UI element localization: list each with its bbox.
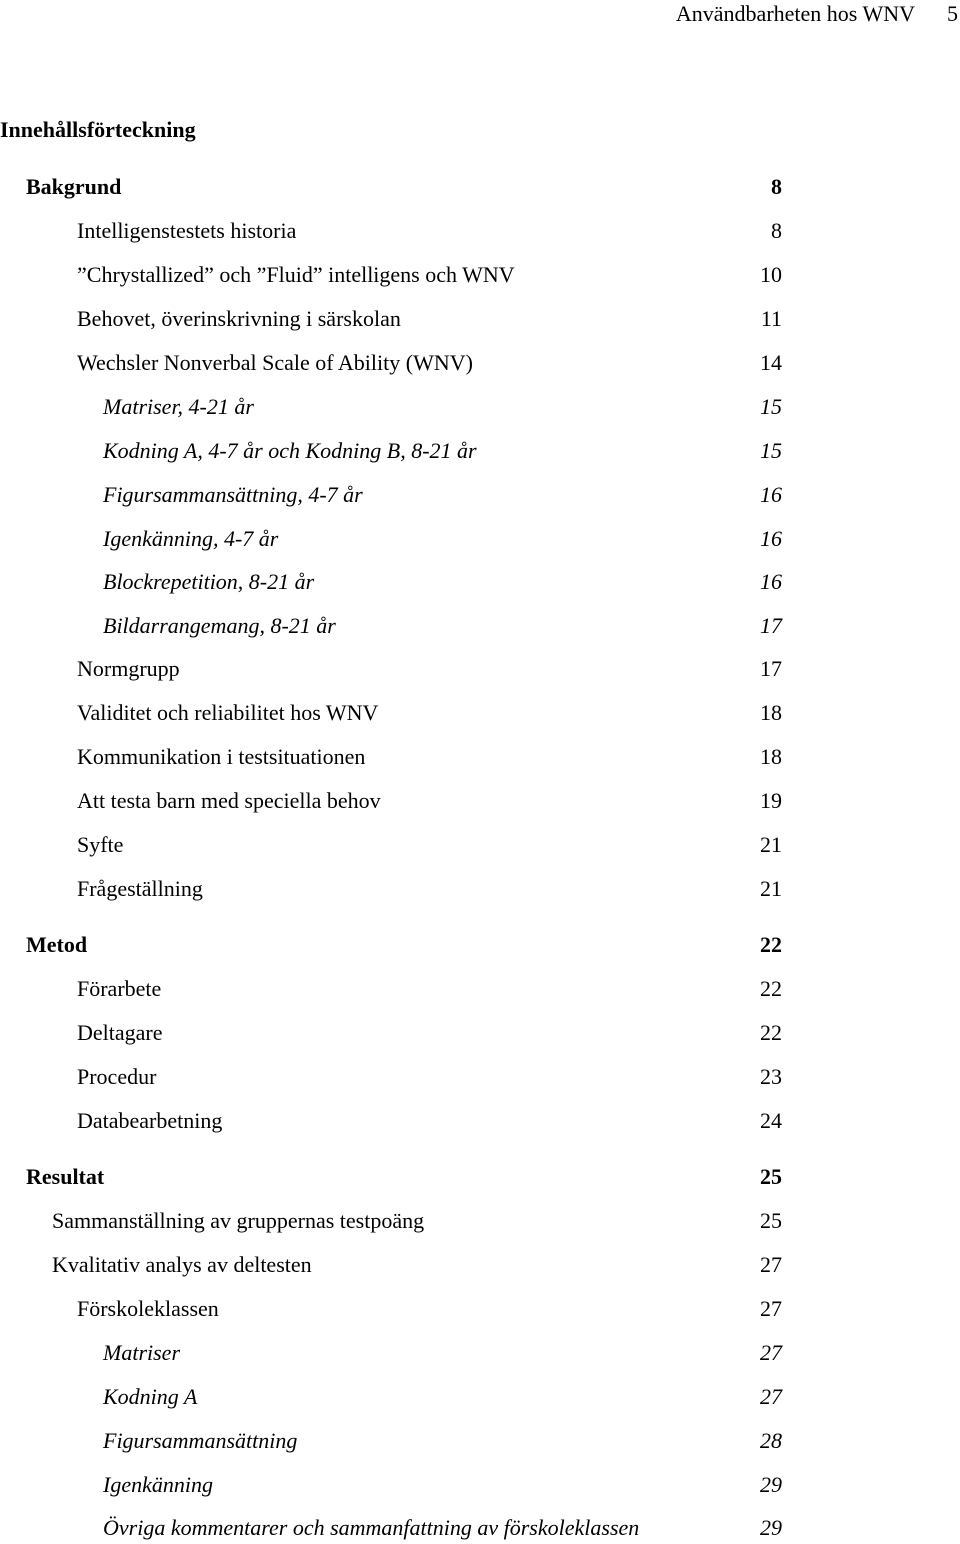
toc-entry-page: 15 <box>760 394 782 419</box>
toc-entry-page: 29 <box>760 1515 782 1540</box>
toc-entry-label: Blockrepetition, 8-21 år <box>103 569 315 594</box>
toc-entry-label: Matriser <box>103 1340 180 1365</box>
toc-entry-page: 27 <box>760 1252 782 1277</box>
toc-entry-resultat[interactable] <box>0 1163 782 1193</box>
toc-entry-page: 29 <box>760 1472 782 1497</box>
toc-entry[interactable] <box>0 1019 782 1049</box>
toc-entry-page: 24 <box>760 1108 782 1133</box>
toc-entry-label: Kodning A, 4-7 år och Kodning B, 8-21 år <box>103 438 477 463</box>
toc-entry-label: Sammanställning av gruppernas testpoäng <box>52 1208 425 1233</box>
toc-entry-bakgrund[interactable] <box>0 173 782 203</box>
toc-entry-label: Intelligenstestets historia <box>77 218 297 243</box>
toc-entry[interactable] <box>0 1063 782 1093</box>
page-number: 5 <box>947 1 958 26</box>
toc-entry[interactable] <box>0 393 782 423</box>
toc-entry-page: 21 <box>760 876 782 901</box>
toc-entry[interactable] <box>0 217 782 247</box>
toc-entry-label: Normgrupp <box>77 656 180 681</box>
toc-entry-label: Behovet, överinskrivning i särskolan <box>77 306 401 331</box>
toc-entry-label: Förarbete <box>77 976 162 1001</box>
toc-entry-page: 21 <box>760 832 782 857</box>
toc-entry-label: Databearbetning <box>77 1108 223 1133</box>
toc-entry[interactable] <box>0 305 782 335</box>
toc-entry-label: Bildarrangemang, 8-21 år <box>103 613 336 638</box>
toc-entry-page: 23 <box>760 1064 782 1089</box>
toc-entry-page: 25 <box>760 1164 782 1189</box>
toc-entry-page: 27 <box>760 1384 782 1409</box>
toc-entry-label: Kommunikation i testsituationen <box>77 744 366 769</box>
toc-entry-label: Validitet och reliabilitet hos WNV <box>77 700 379 725</box>
toc-entry-label: Figursammansättning, 4-7 år <box>103 482 363 507</box>
toc-entry[interactable] <box>0 1207 782 1237</box>
toc-entry-label: Procedur <box>77 1064 157 1089</box>
toc-entry[interactable] <box>0 743 782 773</box>
toc-entry-page: 15 <box>760 438 782 463</box>
toc-entry[interactable] <box>0 1107 782 1137</box>
toc-entry-label: Figursammansättning <box>103 1428 298 1453</box>
toc-entry-page: 27 <box>760 1340 782 1365</box>
toc-entry-label: Igenkänning, 4-7 år <box>103 526 279 551</box>
toc-entry-page: 27 <box>760 1296 782 1321</box>
toc-entry[interactable] <box>0 699 782 729</box>
toc-entry[interactable] <box>0 1514 782 1544</box>
toc-entry-page: 16 <box>760 569 782 594</box>
toc-entry[interactable] <box>0 568 782 598</box>
toc-entry-label: Resultat <box>26 1164 105 1189</box>
toc-entry[interactable] <box>0 1427 782 1457</box>
toc-entry[interactable] <box>0 612 782 642</box>
toc-entry-label: Frågeställning <box>77 876 203 901</box>
toc-entry-label: Metod <box>26 932 88 957</box>
toc-entry-label: Kvalitativ analys av deltesten <box>52 1252 312 1277</box>
toc-entry-label: Övriga kommentarer och sammanfattning av förskoleklassen <box>103 1515 640 1540</box>
toc-entry-page: 14 <box>760 350 782 375</box>
toc-entry-page: 11 <box>760 306 782 331</box>
toc-entry[interactable] <box>0 875 782 905</box>
toc-entry-label: Syfte <box>77 832 124 857</box>
toc-entry[interactable] <box>0 1339 782 1369</box>
toc-entry-page: 17 <box>760 613 782 638</box>
toc-entry-page: 18 <box>760 744 782 769</box>
toc-entry-page: 17 <box>760 656 782 681</box>
toc-entry-page: 8 <box>771 174 782 199</box>
toc-entry-page: 16 <box>760 482 782 507</box>
toc-entry[interactable] <box>0 1295 782 1325</box>
toc-entry-page: 22 <box>760 932 782 957</box>
toc-entry-label: Bakgrund <box>26 174 122 199</box>
toc-entry-page: 22 <box>760 976 782 1001</box>
toc-entry-page: 10 <box>760 262 782 287</box>
toc-entry[interactable] <box>0 787 782 817</box>
toc-entry-label: Att testa barn med speciella behov <box>77 788 381 813</box>
toc-entry[interactable] <box>0 655 782 685</box>
toc-entry-page: 18 <box>760 700 782 725</box>
toc-entry-page: 16 <box>760 526 782 551</box>
toc-entry[interactable] <box>0 1471 782 1501</box>
toc-entry-page: 19 <box>760 788 782 813</box>
toc-entry[interactable] <box>0 831 782 861</box>
running-title: Användbarheten hos WNV <box>675 1 915 26</box>
toc-entry-page: 25 <box>760 1208 782 1233</box>
toc-entry-label: Kodning A <box>103 1384 198 1409</box>
toc-entry-page: 8 <box>771 218 782 243</box>
toc-entry-label: Wechsler Nonverbal Scale of Ability (WNV) <box>77 350 473 375</box>
toc-entry[interactable] <box>0 481 782 511</box>
toc-heading: Innehållsförteckning <box>0 117 196 142</box>
toc-entry[interactable] <box>0 1383 782 1413</box>
toc-entry-page: 28 <box>760 1428 782 1453</box>
toc-entry[interactable] <box>0 261 782 291</box>
toc-entry[interactable] <box>0 349 782 379</box>
toc-entry-label: Igenkänning <box>103 1472 213 1497</box>
toc-entry-label: ”Chrystallized” och ”Fluid” intelligens och WNV <box>77 262 515 287</box>
toc-entry-page: 22 <box>760 1020 782 1045</box>
toc-entry-label: Förskoleklassen <box>77 1296 219 1321</box>
toc-entry-label: Matriser, 4-21 år <box>103 394 254 419</box>
toc-entry[interactable] <box>0 525 782 555</box>
toc-entry-metod[interactable] <box>0 931 782 961</box>
toc-entry[interactable] <box>0 1251 782 1281</box>
toc-entry[interactable] <box>0 975 782 1005</box>
toc-entry[interactable] <box>0 437 782 467</box>
toc-entry-label: Deltagare <box>77 1020 163 1045</box>
